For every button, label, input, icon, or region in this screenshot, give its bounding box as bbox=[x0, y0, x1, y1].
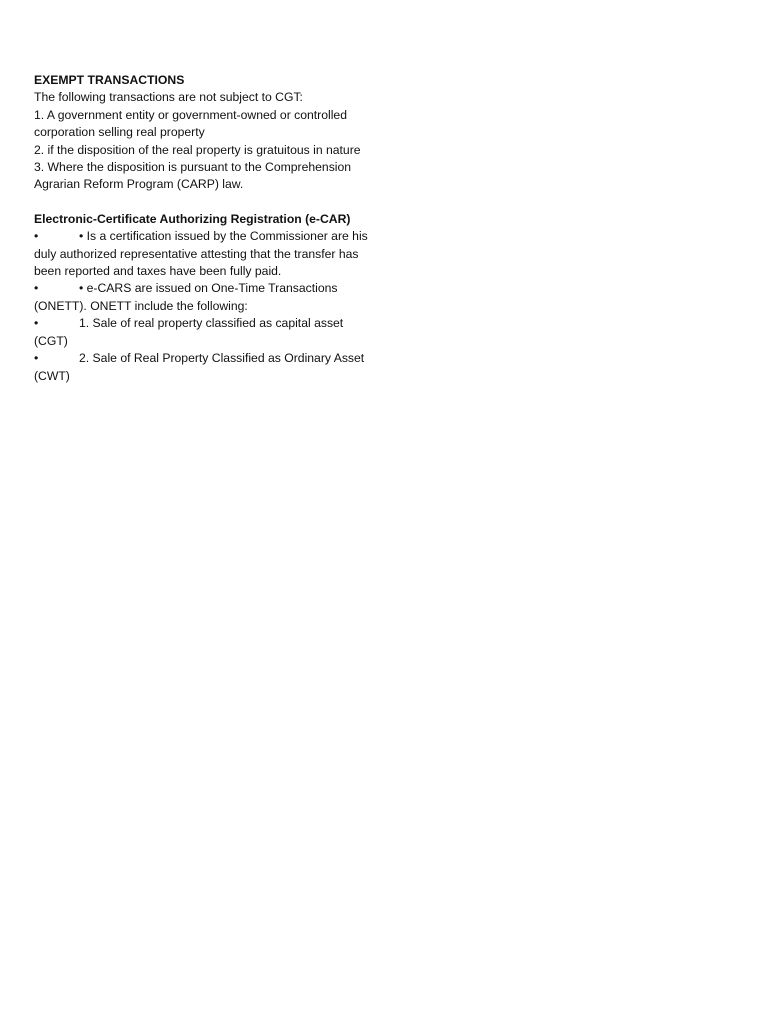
bullet-marker: • bbox=[34, 351, 39, 366]
ecar-bullet-4-line-2: (CWT) bbox=[34, 368, 70, 383]
ecar-bullet-2-line-2: (ONETT). ONETT include the following: bbox=[34, 298, 248, 313]
ecar-bullet-1-line-1 bbox=[34, 228, 394, 245]
bullet-marker: • bbox=[34, 281, 39, 296]
document-page bbox=[34, 72, 394, 385]
bullet-marker: • bbox=[34, 229, 39, 244]
ecar-bullet-1-line-2: duly authorized representative attesting that the transfer has bbox=[34, 246, 359, 261]
ecar-bullet-4-line-1 bbox=[34, 350, 394, 367]
ecar-bullet-2-text: • e-CARS are issued on One-Time Transactions bbox=[79, 281, 338, 296]
ecar-bullet-2-line-1 bbox=[34, 280, 394, 297]
ecar-bullet-3-line-2: (CGT) bbox=[34, 333, 68, 348]
ecar-heading: Electronic-Certificate Authorizing Registration (e-CAR) bbox=[34, 211, 351, 226]
exempt-heading: EXEMPT TRANSACTIONS bbox=[34, 73, 185, 87]
section-gap bbox=[34, 194, 394, 211]
exempt-item-3-line-1: 3. Where the disposition is pursuant to the Comprehension bbox=[34, 160, 352, 175]
ecar-bullet-3-line-1 bbox=[34, 315, 394, 332]
ecar-bullet-4-text: 2. Sale of Real Property Classified as Ordinary Asset bbox=[79, 351, 365, 366]
ecar-bullet-1-text: • Is a certification issued by the Commissioner are his bbox=[79, 229, 368, 244]
bullet-marker: • bbox=[34, 316, 39, 331]
exempt-item-1-line-1: 1. A government entity or government-owned or controlled bbox=[34, 107, 347, 122]
exempt-item-3-line-2: Agrarian Reform Program (CARP) law. bbox=[34, 177, 244, 192]
exempt-item-1-line-2: corporation selling real property bbox=[34, 125, 205, 140]
exempt-intro: The following transactions are not subject to CGT: bbox=[34, 90, 303, 105]
ecar-bullet-1-line-3: been reported and taxes have been fully paid. bbox=[34, 264, 282, 279]
ecar-bullet-3-text: 1. Sale of real property classified as capital asset bbox=[79, 316, 344, 331]
exempt-item-2: 2. if the disposition of the real property is gratuitous in nature bbox=[34, 142, 361, 157]
